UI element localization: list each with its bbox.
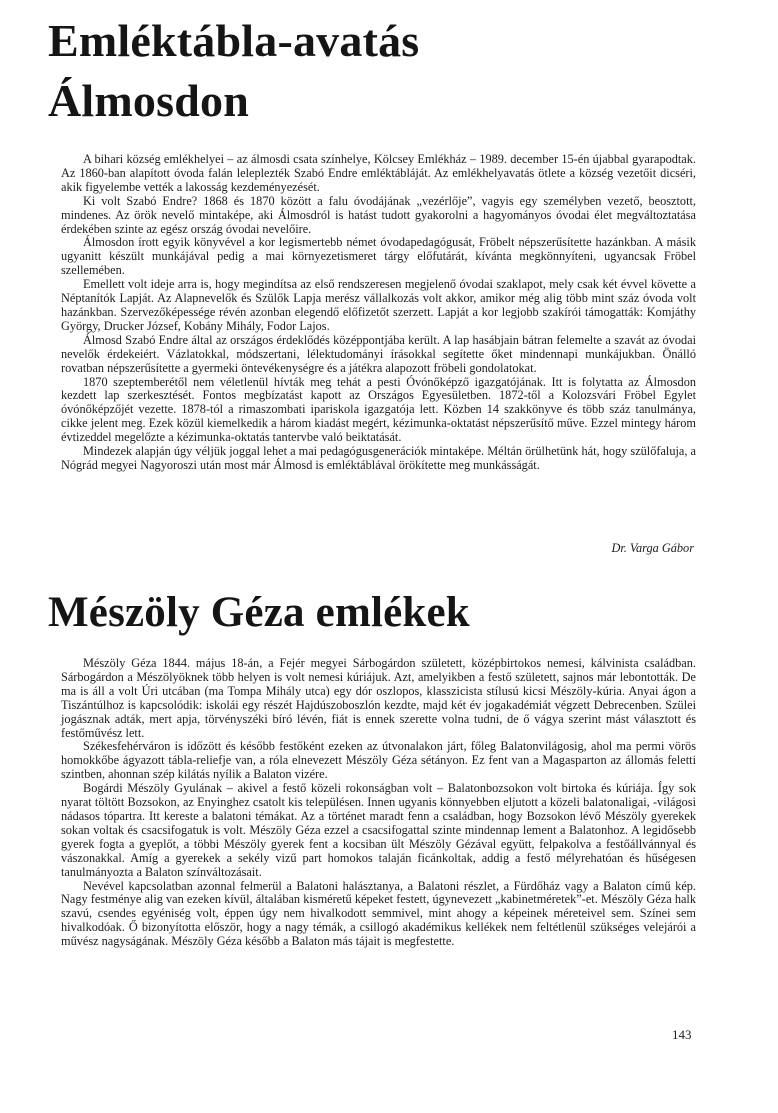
article-title-line-2: Álmosdon bbox=[48, 75, 249, 126]
paragraph: Mindezek alapján úgy véljük joggal lehet a mai pedagógusgenerációk mintaképe. Méltán örülhetünk hát, hogy szülőfaluja, a Nógrád megyei Nagyoroszi után most már Álmosd is emléktáblával örökítette meg munkásságát. bbox=[61, 444, 696, 472]
paragraph: A bihari község emlékhelyei – az álmosdi csata színhelye, Kölcsey Emlékház – 1989. december 15-én újabbal gyarapodtak. Az 1860-ban alapított óvoda falán leleplezték Szabó Endre emléktábláját. Az emlékhelyavatás ötlete a község vezetőit dicséri, akik figyelembe vették a lakosság kezdeményezését. bbox=[61, 152, 696, 194]
paragraph: Mészöly Géza 1844. május 18-án, a Fejér megyei Sárbogárdon született, középbirtokos nemesi, kálvinista családban. Sárbogárdon a Mészölyöknek több helyen is volt nemesi kúriájuk. Azt, amelyikben a festő született, sajnos már lebontották. De ma is áll a volt Úri utcában (ma Tompa Mihály utca) egy dór oszlopos, klasszicista stílusú kicsi Mészöly-kúria. Anyai ágon a Tiszántúlhoz is kapcsolódik: iskolái egy részét Hajdúszoboszlón kezdte, majd két év jogakadémiát végzett Debrecenben. Szülei jogásznak adták, mert apja, törvényszéki bíró lévén, fiát is ennek szerette volna tudni, de ő vágya szerint mást választott és festőművész lett. bbox=[61, 656, 696, 740]
page-number: 143 bbox=[672, 1027, 692, 1042]
author-signature: Dr. Varga Gábor bbox=[611, 541, 694, 555]
paragraph: Álmosdon írott egyik könyvével a kor legismertebb német óvodapedagógusát, Fröbelt népszerűsítette hazánkban. A másik ugyanitt készült munkájával pedig a mai környezetismeret tárgy előfutárát, kívánta megkönnyíteni, ugyancsak Fröbel szellemében. bbox=[61, 235, 696, 278]
article-body bbox=[61, 153, 696, 473]
paragraph: Álmosd Szabó Endre által az országos érdeklődés középpontjába került. A lap hasábjain bátran felemelte a szavát az óvodai nevelők érdekeiért. Vázlatokkal, módszertani, lélektudományi írásokkal segítette őket mindennapi munkájukban. Önálló rovatban népszerűsítette a gyermeki öntevékenységre és a játékra alapozott fröbeli gondolatokat. bbox=[61, 332, 696, 375]
paragraph: Bogárdi Mészöly Gyulának – akivel a festő közeli rokonságban volt – Balatonbozsokon volt birtoka és kúriája. Így sok nyarat töltött Bozsokon, az Enyinghez csatolt kis településen. Innen ugyanis könnyebben eljutott a közeli balatonaligai, -világosi nádasos tópartra. Itt kereste a balatoni témákat. Az a történet maradt fenn a családban, hogy Bozsokon lévő Mészöly gyerekek sokan voltak és csacsifogatuk is volt. Mészöly Géza ezzel a csacsifogattal szinte mindennap lement a Balatonhoz. A legidősebb gyerek fogta a gyeplőt, a többi Mészöly gyerek fent a kocsiban ült Mészöly Gézával együtt, felpakolva a festőállvánnyal és vászonakkal. Amíg a gyerekek a sekély vizű part homokos talaján ficánkoltak, addig a festő mélyrehatóan és hűségesen tanulmányozta a Balaton színváltozásait. bbox=[61, 781, 696, 879]
paragraph: Székesfehérváron is időzött és később festőként ezeken az útvonalakon járt, főleg Balatonvilágosig, ahol ma permi vörös homokkőbe ágyazott tábla-reliefje van, a róla elnevezett Mészöly Géza sétányon. Ez fent van a Magasparton az állomás feletti szintben, ahonnan szép kilátás nyílik a Balaton vizére. bbox=[61, 739, 696, 782]
paragraph: Nevével kapcsolatban azonnal felmerül a Balatoni halásztanya, a Balatoni részlet, a Fürdőház vagy a Balaton című kép. Nagy festménye alig van ezeken kívül, általában kisméretű képeket festett, úgynevezett „kabinetméretek”-et. Mészöly Géza halk szavú, csendes egyéniség volt, éppen úgy nem hivalkodott semmivel, mint ahogy a képeinek méreteivel sem. Színei sem hivalkodóak. Ő bizonyította először, hogy a nagy témák, a csillogó akadémikus kellékek nem feltétlenül szükséges velejárói a művész nagyságának. Mészöly Géza később a Balaton más tájait is megfestette. bbox=[61, 878, 696, 949]
article-title-line-1: Emléktábla-avatás bbox=[48, 15, 420, 66]
paragraph: Emellett volt ideje arra is, hogy megindítsa az első rendszeresen megjelenő óvodai szaklapot, mely csak két évvel követte a Néptanítók Lapját. Az Alapnevelők és Szülők Lapja merész vállalkozás volt akkor, amikor még alig több mint száz óvoda volt hazánkban. Szervezőképessége révén azonban elegendő előfizetőt szerzett. Lapját a kor legjobb szakírói támogatták: Komjáthy György, Drucker József, Kobány Mihály, Fodor Lajos. bbox=[61, 277, 696, 333]
paragraph: Ki volt Szabó Endre? 1868 és 1870 között a falu óvodájának „vezérlője”, vagyis egy személyben vezető, beosztott, mindenes. Az örök nevelő mintaképe, aki Álmosdról is hatást tudott gyakorolni a hagyományos óvodai élet megváltoztatása érdekében szinte az egész ország óvodai nevelőire. bbox=[61, 193, 696, 236]
paragraph: 1870 szeptemberétől nem véletlenül hívták meg tehát a pesti Óvónőképző igazgatójának. Itt is folytatta az Álmosdon kezdett lap szerkesztését. Fontos megbízatást kapott az Országos Egyesületben. 1872-től a Kolozsvári Fröbel Egylet óvónőképzőjét vezette. 1878-tól a rimaszombati ipariskola igazgatója lett. Közben 14 szakkönyve és több száz tanulmánya, cikke jelent meg. Ezek közül kiemelkedik a három kiadást megért, kézimunka-oktatást népszerűsítő műve. Ezzel mintegy három évtizeddel megelőzte a kézimunka-oktatás tantervbe való beiktatását. bbox=[61, 374, 696, 445]
article-body bbox=[61, 657, 696, 949]
article-title: Mészöly Géza emlékek bbox=[48, 589, 470, 636]
